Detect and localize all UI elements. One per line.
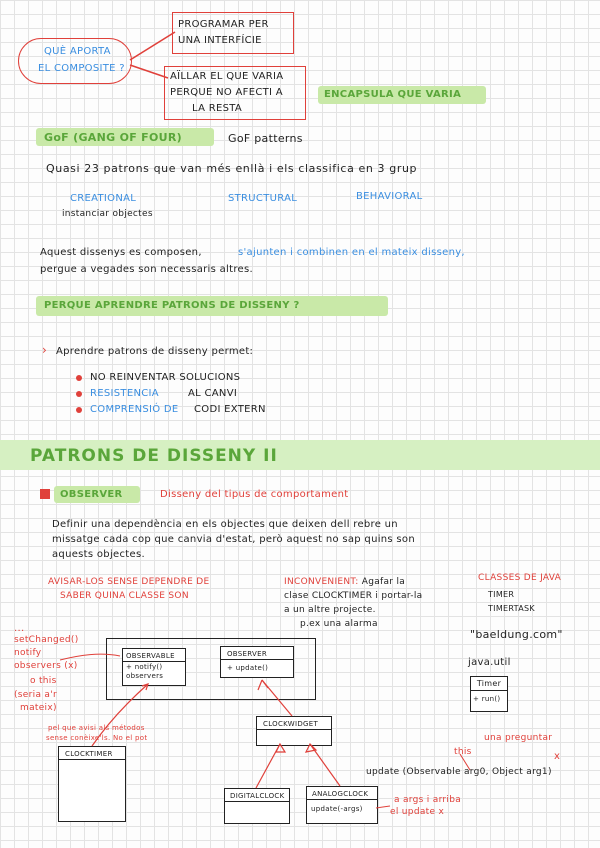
left-note-1: setChanged(): [14, 635, 79, 645]
observer-class-method: + update(): [227, 664, 269, 672]
bullet-2: RESISTENCIA: [90, 388, 159, 399]
para-b: s'ajunten i combinen en el mateix disseny,: [238, 247, 465, 258]
encapsula-text: ENCAPSULA QUE VARIA: [324, 89, 462, 100]
question-line-1: QUÈ APORTA: [44, 46, 111, 57]
definition-3: aquests objectes.: [52, 549, 145, 560]
group-structural: STRUCTURAL: [228, 193, 298, 204]
observer-desc: Disseny del tipus de comportament: [160, 489, 349, 500]
classes-item-2: TIMERTASK: [488, 604, 535, 613]
observable-method-2: observers: [126, 672, 164, 680]
gof-heading: GoF (GANG OF FOUR): [44, 131, 182, 144]
inconvenient-3: a un altre projecte.: [284, 605, 376, 615]
clocktimer-title: CLOCKTIMER: [65, 750, 113, 758]
left-note-2: notify: [14, 648, 42, 658]
gof-patterns: GoF patterns: [228, 132, 303, 145]
para-c: pergue a vegades son necessaris altres.: [40, 264, 253, 275]
avisar-1: AVISAR-LOS SENSE DEPENDRE DE: [48, 577, 210, 587]
analogclock-title: ANALOGCLOCK: [312, 790, 369, 798]
baeldung: "baeldung.com": [470, 628, 563, 641]
group-behavioral: BEHAVIORAL: [356, 191, 423, 202]
programar-line-1: PROGRAMAR PER: [178, 19, 269, 30]
programar-line-2: UNA INTERFÍCIE: [178, 35, 262, 46]
observable-title: OBSERVABLE: [126, 652, 175, 660]
java-util: java.util: [468, 657, 511, 668]
bullet-2-rest: AL CANVI: [188, 388, 238, 399]
left-dots: ...: [14, 623, 25, 634]
gof-line: Quasi 23 patrons que van més enllà i els classifica en 3 grup: [46, 162, 418, 175]
timer-method: + run(): [473, 695, 501, 703]
para-a: Aquest dissenys es composen,: [40, 247, 202, 258]
question-line-2: EL COMPOSITE ?: [38, 63, 125, 74]
args-note-2: el update x: [390, 807, 445, 817]
why-intro: Aprendre patrons de disseny permet:: [56, 346, 254, 357]
x-mark: x: [554, 751, 561, 762]
left-note-3: observers (x): [14, 661, 78, 671]
section2-heading: PATRONS DE DISSENY II: [30, 446, 278, 466]
digitalclock-title: DIGITALCLOCK: [230, 792, 285, 800]
aillar-line-2: PERQUE NO AFECTI A: [170, 87, 283, 98]
timer-title: Timer: [476, 679, 502, 688]
why-chevron: ›: [42, 343, 48, 357]
inconvenient-2: clase CLOCKTIMER i portar-la: [284, 591, 423, 601]
definition-2: missatge cada cop que canvia d'estat, però aquest no sap quins son: [52, 534, 415, 545]
avisar-2: SABER QUINA CLASSE SON: [60, 591, 189, 601]
args-note-1: a args i arriba: [394, 795, 462, 805]
preguntar-note: una preguntar: [484, 733, 553, 743]
classes-item-1: TIMER: [488, 590, 515, 599]
arrow-note-1: pel que avisi als métodos: [48, 724, 145, 732]
bullet-1: NO REINVENTAR SOLUCIONS: [90, 372, 241, 383]
aillar-line-3: LA RESTA: [192, 103, 243, 114]
this-note: this: [454, 747, 472, 757]
observable-method-1: + notify(): [126, 663, 163, 671]
left-note-4: o this: [30, 676, 57, 686]
inconvenient-4: p.ex una alarma: [300, 619, 378, 629]
update-signature: update (Observable arg0, Object arg1): [366, 767, 552, 777]
bullet-3: COMPRENSIÓ DE: [90, 404, 179, 415]
left-note-5: (seria a'r: [14, 690, 58, 700]
group-creational: CREATIONAL: [70, 193, 137, 204]
bullet-3-rest: CODI EXTERN: [194, 404, 266, 415]
observer-class-title: OBSERVER: [227, 650, 268, 658]
left-note-6: mateix): [20, 703, 57, 713]
arrow-note-2: sense conèixe'ls. No el pot: [46, 734, 148, 742]
analogclock-method: update(-args): [311, 805, 363, 813]
observer-label: OBSERVER: [60, 489, 123, 500]
inconvenient-1: INCONVENIENT: Agafar la: [284, 577, 406, 587]
creational-note: instanciar objectes: [62, 209, 153, 219]
classes-title: CLASSES DE JAVA: [478, 573, 562, 583]
why-heading: PERQUE APRENDRE PATRONS DE DISSENY ?: [44, 300, 300, 311]
clockwidget-title: CLOCKWIDGET: [263, 720, 319, 728]
aillar-line-1: AÏLLAR EL QUE VARIA: [170, 71, 284, 82]
definition-1: Definir una dependència en els objectes que deixen dell rebre un: [52, 519, 398, 530]
